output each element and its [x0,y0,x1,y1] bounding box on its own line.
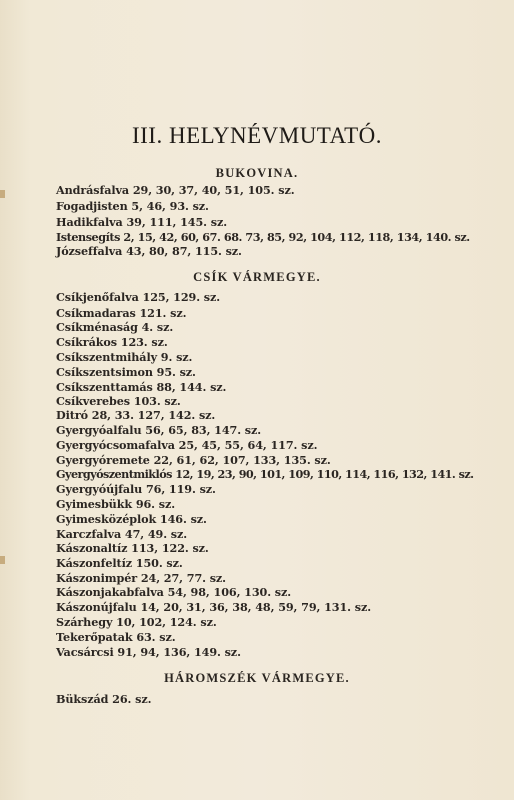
index-entry: Kászonjakabfalva 54, 98, 106, 130. sz. [56,585,292,599]
index-entry: Csíkrákos 123. sz. [56,335,168,349]
index-entry: Csíkjenőfalva 125, 129. sz. [56,290,221,304]
index-entry: Csíkszenttamás 88, 144. sz. [56,380,227,394]
index-entry: Andrásfalva 29, 30, 37, 40, 51, 105. sz. [56,183,295,197]
index-entry: Vacsárcsi 91, 94, 136, 149. sz. [56,645,241,659]
index-entry: Gyergyóremete 22, 61, 62, 107, 133, 135. sz. [56,453,331,467]
index-entry: Kászonújfalu 14, 20, 31, 36, 38, 48, 59, 79, 131. sz. [56,600,371,614]
index-entry: Istensegíts 2, 15, 42, 60, 67. 68. 73, 85, 92, 104, 112, 118, 134, 140. sz. [56,230,470,244]
index-entry: Szárhegy 10, 102, 124. sz. [56,615,217,629]
index-entry: Csíkszentsimon 95. sz. [56,365,196,379]
index-entry: Gyergyóalfalu 56, 65, 83, 147. sz. [56,423,262,437]
page-title: III. HELYNÉVMUTATÓ. [131,123,382,148]
page-edge-mark [0,190,5,198]
index-entry: Gyergyószentmiklós 12, 19, 23, 90, 101, 109, 110, 114, 116, 132, 141. sz. [56,467,474,481]
section-heading-csik: CSÍK VÁRMEGYE. [193,270,321,284]
index-entry: Csíkverebes 103. sz. [56,394,181,408]
index-entry: Karczfalva 47, 49. sz. [56,527,188,541]
index-entry: Fogadjisten 5, 46, 93. sz. [56,199,209,213]
index-entry: Kászonaltíz 113, 122. sz. [56,541,209,555]
index-entry: Gyergyóújfalu 76, 119. sz. [56,482,216,496]
section-heading-bukovina: BUKOVINA. [215,166,299,180]
page-edge-mark [0,556,5,564]
index-entry: Csíkménaság 4. sz. [56,320,174,334]
index-entry: Kászonfeltíz 150. sz. [56,556,183,570]
index-entry: Tekerőpatak 63. sz. [56,630,176,644]
index-entry: Ditró 28, 33. 127, 142. sz. [56,408,216,422]
index-entry: Hadikfalva 39, 111, 145. sz. [56,215,227,229]
index-entry: Kászonimpér 24, 27, 77. sz. [56,571,226,585]
section-heading-haromszek: HÁROMSZÉK VÁRMEGYE. [164,671,350,685]
index-entry: Gyimesbükk 96. sz. [56,497,176,511]
index-entry: Józseffalva 43, 80, 87, 115. sz. [56,244,242,258]
index-entry: Csíkszentmihály 9. sz. [56,350,193,364]
index-entry: Bükszád 26. sz. [56,692,152,706]
index-entry: Gyimesközéplok 146. sz. [56,512,207,526]
index-entry: Gyergyócsomafalva 25, 45, 55, 64, 117. sz. [56,438,318,452]
index-entry: Csíkmadaras 121. sz. [56,306,187,320]
